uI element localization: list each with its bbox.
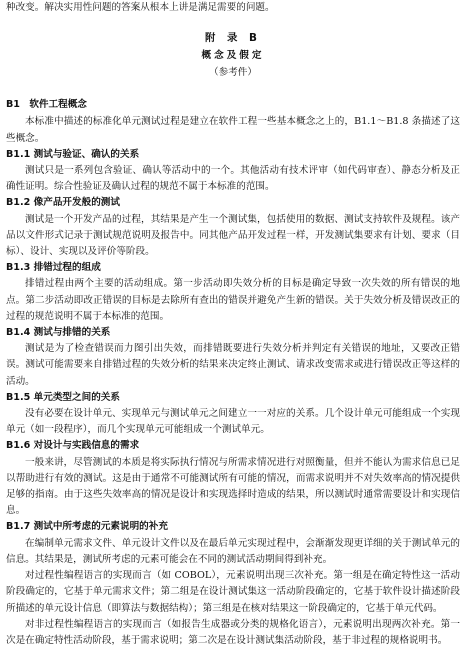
- section-number: B1.2: [6, 197, 31, 209]
- continuation-text: 种改变。解决实用性问题的答案从根本上讲是满足需要的问题。: [6, 2, 275, 13]
- section-paragraph: 对过程性编程语言的实现而言（如 COBOL），元素说明出现三次补充。第一组是在确定特性这一活动阶段确定的，它基于单元需求文件；第二组是在设计测试集这一活动阶段确定的，它基于软件设计描述阶段所描述的单元设计信息（即算法与数据结构）；第三组是在核对结果这一阶段确定的，它基于单元代码。: [6, 570, 460, 614]
- section-heading: [6, 260, 460, 276]
- section-title: 像产品开发般的测试: [33, 197, 120, 209]
- section-paragraph: 在编制单元需求文件、单元设计文件以及在最后单元实现过程中，会渐渐发现更详细的关于测试单元的信息。其结果是，测试所考虑的元素可能会在不同的测试活动期间得到补充。: [6, 537, 460, 565]
- section-heading: [6, 438, 460, 454]
- section-heading: [6, 147, 460, 163]
- section-title: 对设计与实践信息的需求: [33, 440, 140, 452]
- section-number: B1.1: [6, 148, 31, 160]
- section-heading: [6, 195, 460, 211]
- section-paragraph: 排错过程由两个主要的活动组成。第一步活动即失效分析的目标是确定导致一次失效的所有错误的地点。第二步活动即改正错误的目标是去除所有查出的错误并避免产生新的错误。关于失效分析及错误改正的过程的规范说明不属于本标准的范围。: [6, 278, 460, 322]
- appendix-subtitle: 概念及假定: [201, 50, 265, 62]
- section-heading: [6, 325, 460, 341]
- section-heading-b1: [6, 97, 460, 113]
- section-paragraph: 测试是一个开发产品的过程，其结果是产生一个测试集，包括使用的数据、测试支持软件及规程。该产品以文件形式记录于测试规范说明及报告中。同其他产品开发过程一样，开发测试集要求有计划、要求（目标）、设计、实现以及评价等阶段。: [6, 213, 460, 258]
- section-paragraph: 对非过程性编程语言的实现而言（如报告生成器或分类的规格化语言），元素说明出现两次补充。第一次是在确定特性活动阶段，基于需求说明；第二次是在设计测试集活动阶段，基于非过程的规格说明书。: [6, 618, 460, 646]
- section-number: B1.7: [6, 521, 31, 533]
- section-number: B1.5: [6, 391, 31, 403]
- section-title: 测试与验证、确认的关系: [33, 148, 140, 160]
- section-number: B1.4: [6, 327, 31, 339]
- section-paragraph: 测试只是一系列包含验证、确认等活动中的一个。其他活动有技术评审（如代码审查）、静态分析及正确性证明。综合性验证及确认过程的规范不属于本标准的范围。: [6, 165, 460, 193]
- section-heading: [6, 390, 460, 406]
- section-title: 软件工程概念: [29, 99, 87, 111]
- section-paragraph: 测试是为了检查错误而力图引出失效，而排错既要进行失效分析并判定有关错误的地址，又要改正错误。测试可能需要来自排错过程的失效分析的结果来决定终止测试、请求改变需求或进行错误改正等这样的活动。: [6, 343, 460, 387]
- section-paragraph: 没有必要在设计单元、实现单元与测试单元之间建立一一对应的关系。几个设计单元可能组成一个实现单元（如一段程序），而几个实现单元可能组成一个测试单元。: [6, 408, 460, 436]
- section-number: B1.6: [6, 440, 31, 452]
- appendix-note: （参考件）: [209, 67, 257, 79]
- appendix-title: 附 录 B: [205, 32, 261, 45]
- section-title: 单元类型之间的关系: [33, 391, 120, 403]
- subsections: [6, 147, 460, 649]
- section-title: 测试中所考虑的元素说明的补充: [33, 521, 168, 533]
- section-title: 排错过程的组成: [33, 262, 101, 274]
- section-heading: [6, 519, 460, 535]
- intro-paragraph: 本标准中描述的标准化单元测试过程是建立在软件工程一些基本概念之上的，B1.1～B1.8 条描述了这些概念。: [6, 116, 460, 144]
- section-number: B1: [6, 99, 20, 111]
- section-paragraph: 一般来讲，尽管测试的本质是将实际执行情况与所需求情况进行对照衡量，但并不能认为需求信息已足以帮助进行有效的测试。这是由于通常不可能测试所有可能的情况，而需求说明并不对失效率高的情况提供足够的指南。由于这些失效率高的情况是设计和实现选择时造成的结果，所以测试时通常需要设计和实现信息。: [6, 456, 460, 517]
- section-title: 测试与排错的关系: [33, 327, 111, 339]
- section-number: B1.3: [6, 262, 31, 274]
